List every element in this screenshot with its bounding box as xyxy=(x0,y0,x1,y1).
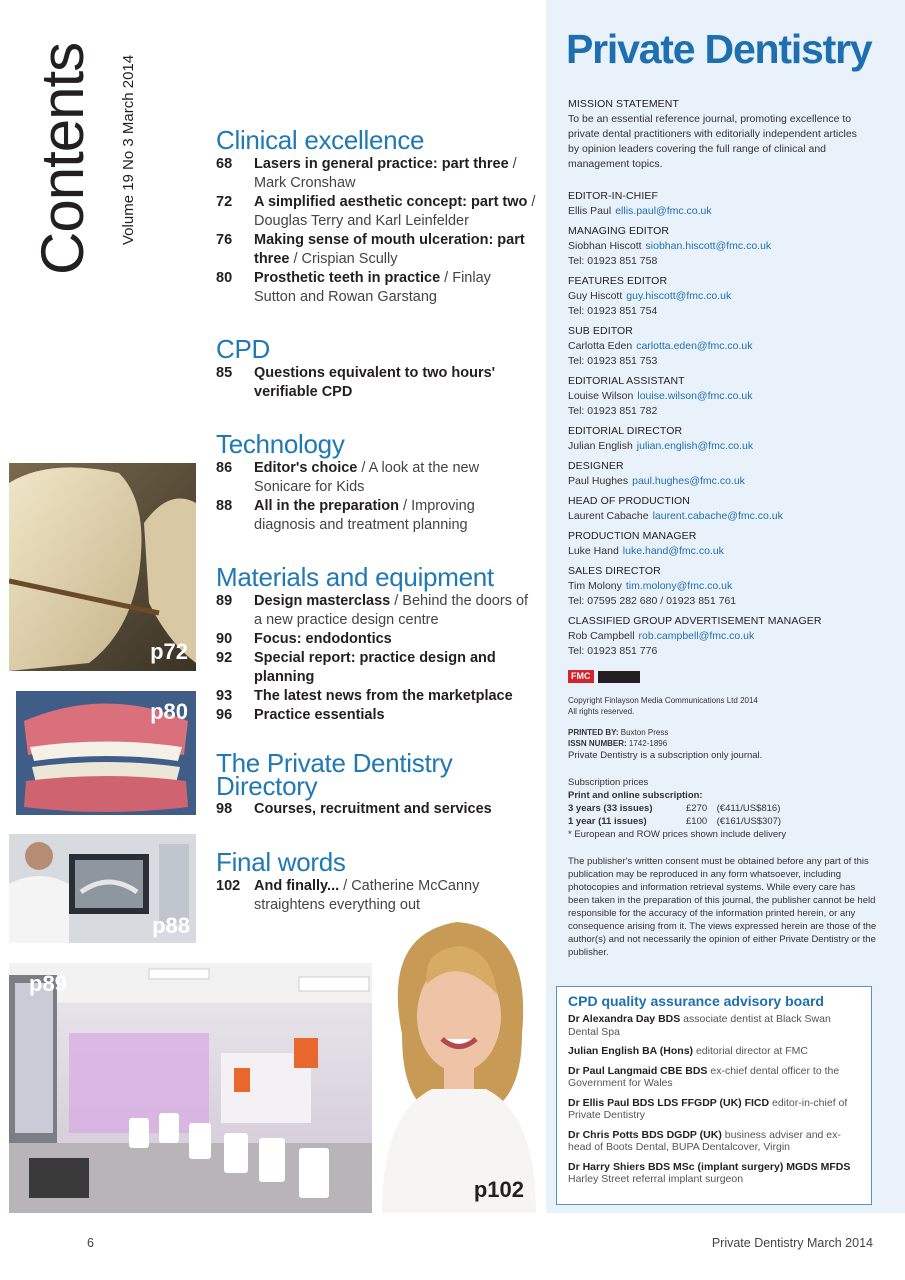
staff-name: Siobhan Hiscott xyxy=(568,240,642,252)
entry-headline: Questions equivalent to two hours' verifiable CPD xyxy=(254,365,496,400)
subscription-prices xyxy=(568,776,878,841)
entry-byline: / Douglas Terry and Karl Leinfelder xyxy=(254,194,536,229)
staff-email-link[interactable]: tim.molony@fmc.co.uk xyxy=(625,580,733,592)
photo-label: p88 xyxy=(152,913,190,938)
photo-p72-tooth[interactable] xyxy=(9,463,196,671)
entry-page: 68 xyxy=(216,156,233,172)
entry-page: 88 xyxy=(216,498,233,514)
staff-name: Louise Wilson xyxy=(568,390,634,402)
issn-label: ISSN NUMBER: xyxy=(568,739,627,748)
entry-headline: All in the preparation xyxy=(254,498,400,514)
staff-list xyxy=(568,189,888,664)
entry-headline: A simplified aesthetic concept: part two xyxy=(254,194,528,210)
section-title: Final words xyxy=(216,847,346,877)
toc-entry[interactable] xyxy=(216,800,516,819)
staff-email-link[interactable]: siobhan.hiscott@fmc.co.uk xyxy=(645,240,772,252)
subscription-row: 1 year (11 issues) £100 (€161/US$307) xyxy=(568,816,782,827)
mission-label: MISSION STATEMENT xyxy=(568,98,679,110)
board-member: Julian English BA (Hons) editorial director at FMC xyxy=(568,1045,808,1057)
photo-p89-design-centre[interactable] xyxy=(9,963,385,1213)
toc-entry[interactable] xyxy=(216,687,536,706)
subscription-row: 3 years (33 issues) £270 (€411/US$816) xyxy=(568,803,781,814)
issn: 1742-1896 xyxy=(628,739,668,748)
entry-byline: / Catherine McCanny straightens everything out xyxy=(254,878,480,913)
section-materials xyxy=(216,564,536,725)
staff-name: Rob Campbell xyxy=(568,630,635,642)
photo-p80-denture[interactable] xyxy=(16,691,196,815)
staff-email-link[interactable]: paul.hughes@fmc.co.uk xyxy=(632,475,745,487)
entry-headline: Lasers in general practice: part three xyxy=(254,156,509,172)
section-cpd xyxy=(216,336,536,402)
section-final-words xyxy=(216,849,536,915)
entry-byline: / Improving diagnosis and treatment planning xyxy=(254,498,475,533)
staff-entry xyxy=(568,274,888,319)
staff-entry xyxy=(568,189,888,219)
entry-page: 102 xyxy=(216,878,241,894)
staff-name: Carlotta Eden xyxy=(568,340,633,352)
photo-label: p89 xyxy=(29,971,67,996)
printed-by-label: PRINTED BY: xyxy=(568,728,619,737)
printed-by: Buxton Press xyxy=(620,728,669,737)
section-directory xyxy=(216,748,516,819)
section-title: CPD xyxy=(216,334,270,364)
entry-page: 98 xyxy=(216,801,233,817)
board-member: Dr Alexandra Day BDS associate dentist at Black Swan Dental Spa xyxy=(568,1013,831,1038)
staff-entry xyxy=(568,564,888,609)
staff-entry xyxy=(568,324,888,369)
staff-entry xyxy=(568,529,888,559)
staff-email-link[interactable]: guy.hiscott@fmc.co.uk xyxy=(626,290,732,302)
staff-entry xyxy=(568,494,888,524)
advisory-board xyxy=(556,986,872,1205)
toc-entry[interactable] xyxy=(216,706,536,725)
staff-name: Julian English xyxy=(568,440,633,452)
staff-email-link[interactable]: ellis.paul@fmc.co.uk xyxy=(615,205,712,217)
staff-email-link[interactable]: rob.campbell@fmc.co.uk xyxy=(638,630,755,642)
entry-headline: Prosthetic teeth in practice xyxy=(254,270,441,286)
staff-role: MANAGING EDITOR xyxy=(568,225,670,237)
staff-role: CLASSIFIED GROUP ADVERTISEMENT MANAGER xyxy=(568,615,822,627)
entry-headline: And finally... xyxy=(254,878,340,894)
entry-headline: Design masterclass xyxy=(254,593,391,609)
entry-page: 92 xyxy=(216,650,233,666)
staff-tel: Tel: 01923 851 754 xyxy=(568,305,658,317)
toc-entry[interactable] xyxy=(216,364,536,402)
staff-role: EDITOR-IN-CHIEF xyxy=(568,190,658,202)
photo-label: p80 xyxy=(150,699,188,724)
staff-tel: Tel: 01923 851 782 xyxy=(568,405,658,417)
entry-headline: Special report: practice design and planning xyxy=(254,650,496,685)
entry-page: 86 xyxy=(216,460,233,476)
entry-page: 76 xyxy=(216,232,233,248)
photo-p102-portrait[interactable] xyxy=(372,914,546,1213)
rights: All rights reserved. xyxy=(568,707,635,716)
staff-entry xyxy=(568,374,888,419)
staff-email-link[interactable]: julian.english@fmc.co.uk xyxy=(636,440,754,452)
page-title: Contents xyxy=(29,42,96,275)
entry-byline: / A look at the new Sonicare for Kids xyxy=(254,460,480,495)
footer-publication: Private Dentistry March 2014 xyxy=(711,1236,873,1250)
staff-name: Tim Molony xyxy=(568,580,622,592)
masthead: Private Dentistry xyxy=(566,26,872,72)
section-clinical-excellence xyxy=(216,127,536,307)
board-member: Dr Paul Langmaid CBE BDS ex-chief dental officer to the Government for Wales xyxy=(568,1064,840,1089)
entry-headline: Courses, recruitment and services xyxy=(254,801,492,817)
toc-entry[interactable] xyxy=(216,231,536,269)
entry-headline: Making sense of mouth ulceration: part three xyxy=(254,232,525,267)
subscription-footnote: * European and ROW prices shown include delivery xyxy=(568,829,787,840)
staff-name: Paul Hughes xyxy=(568,475,629,487)
entry-page: 89 xyxy=(216,593,233,609)
page-number: 6 xyxy=(87,1236,94,1250)
staff-name: Ellis Paul xyxy=(568,205,612,217)
section-title: Technology xyxy=(216,429,345,459)
entry-page: 80 xyxy=(216,270,233,286)
staff-entry xyxy=(568,424,888,454)
staff-tel: Tel: 01923 851 776 xyxy=(568,645,658,657)
toc-entry[interactable] xyxy=(216,877,536,915)
staff-entry xyxy=(568,459,888,489)
title-block xyxy=(28,30,137,280)
entry-byline: / Mark Cronshaw xyxy=(254,156,517,191)
section-technology xyxy=(216,431,536,535)
toc-entry[interactable] xyxy=(216,649,536,687)
staff-role: DESIGNER xyxy=(568,460,624,472)
toc-entry[interactable] xyxy=(216,193,536,231)
entry-headline: The latest news from the marketplace xyxy=(254,688,513,704)
entry-byline: / Crispian Scully xyxy=(289,251,398,267)
board-member: Dr Chris Potts BDS DGDP (UK) business adviser and ex-head of Boots Dental, BUPA Dentalcover, Virgin xyxy=(568,1128,841,1153)
mission-text: To be an essential reference journal, promoting excellence to private dental practitioners with editorially independent articles by opinion leaders covering the full range of clinical and management topics. xyxy=(568,113,857,170)
staff-name: Guy Hiscott xyxy=(568,290,623,302)
subscription-note: Private Dentistry is a subscription only journal. xyxy=(568,750,763,761)
staff-name: Laurent Cabache xyxy=(568,510,649,522)
photo-label: p72 xyxy=(150,639,188,664)
entry-headline: Focus: endodontics xyxy=(254,631,392,647)
staff-role: SALES DIRECTOR xyxy=(568,565,661,577)
entry-page: 93 xyxy=(216,688,233,704)
staff-role: HEAD OF PRODUCTION xyxy=(568,495,690,507)
publisher-info xyxy=(568,670,878,959)
toc-entry[interactable] xyxy=(216,630,536,649)
staff-email-link[interactable]: louise.wilson@fmc.co.uk xyxy=(637,390,753,402)
staff-email-link[interactable]: carlotta.eden@fmc.co.uk xyxy=(636,340,753,352)
staff-role: EDITORIAL DIRECTOR xyxy=(568,425,683,437)
entry-byline: / Behind the doors of a new practice design centre xyxy=(254,593,529,628)
staff-role: PRODUCTION MANAGER xyxy=(568,530,697,542)
entry-page: 96 xyxy=(216,707,233,723)
entry-headline: Practice essentials xyxy=(254,707,385,723)
disclaimer: The publisher's written consent must be obtained before any part of this publication may be reproduced in any form whatsoever, including photocopies and information retrieval systems. While every care has been taken in the preparation of this journal, the publisher cannot be held responsible for the accuracy of the information printed herein, or any consequence arising from it. The views expressed herein are those of the author(s) and not necessarily the opinion of either Private Dentistry or the publisher. xyxy=(568,856,877,958)
staff-tel: Tel: 01923 851 753 xyxy=(568,355,658,367)
toc-entry[interactable] xyxy=(216,269,536,307)
staff-role: SUB EDITOR xyxy=(568,325,633,337)
staff-email-link[interactable]: luke.hand@fmc.co.uk xyxy=(622,545,724,557)
entry-byline: / Finlay Sutton and Rowan Garstang xyxy=(254,270,491,305)
copyright: Copyright Finlayson Media Communications Ltd 2014 xyxy=(568,696,758,705)
toc-entry[interactable] xyxy=(216,497,536,535)
staff-role: EDITORIAL ASSISTANT xyxy=(568,375,685,387)
entry-page: 72 xyxy=(216,194,233,210)
subscription-heading: Subscription prices xyxy=(568,777,649,788)
board-member: Dr Harry Shiers BDS MSc (implant surgery) MGDS MFDS Harley Street referral implant surgeon xyxy=(568,1160,851,1185)
photo-p88-xray-screen[interactable] xyxy=(9,834,196,943)
photo-label: p102 xyxy=(473,1177,524,1202)
toc-entry[interactable] xyxy=(216,459,536,497)
staff-entry xyxy=(568,224,888,269)
section-title: The Private Dentistry Directory xyxy=(216,748,453,801)
section-title: Materials and equipment xyxy=(216,562,494,592)
mission-statement xyxy=(568,97,868,172)
staff-tel: Tel: 07595 282 680 / 01923 851 761 xyxy=(568,595,737,607)
staff-entry xyxy=(568,614,888,659)
staff-role: FEATURES EDITOR xyxy=(568,275,668,287)
staff-email-link[interactable]: laurent.cabache@fmc.co.uk xyxy=(652,510,783,522)
toc-entry[interactable] xyxy=(216,155,536,193)
volume-info: Volume 19 No 3 March 2014 xyxy=(120,54,137,245)
entry-headline: Editor's choice xyxy=(254,460,358,476)
staff-tel: Tel: 01923 851 758 xyxy=(568,255,658,267)
entry-page: 90 xyxy=(216,631,233,647)
toc-entry[interactable] xyxy=(216,592,536,630)
section-title: Clinical excellence xyxy=(216,125,425,155)
board-member: Dr Ellis Paul BDS LDS FFGDP (UK) FICD editor-in-chief of Private Dentistry xyxy=(568,1096,848,1121)
subscription-subheading: Print and online subscription: xyxy=(568,790,703,801)
fmc-logo: FMC xyxy=(568,670,640,683)
advisory-board-title: CPD quality assurance advisory board xyxy=(568,993,824,1009)
entry-page: 85 xyxy=(216,365,233,381)
staff-name: Luke Hand xyxy=(568,545,619,557)
